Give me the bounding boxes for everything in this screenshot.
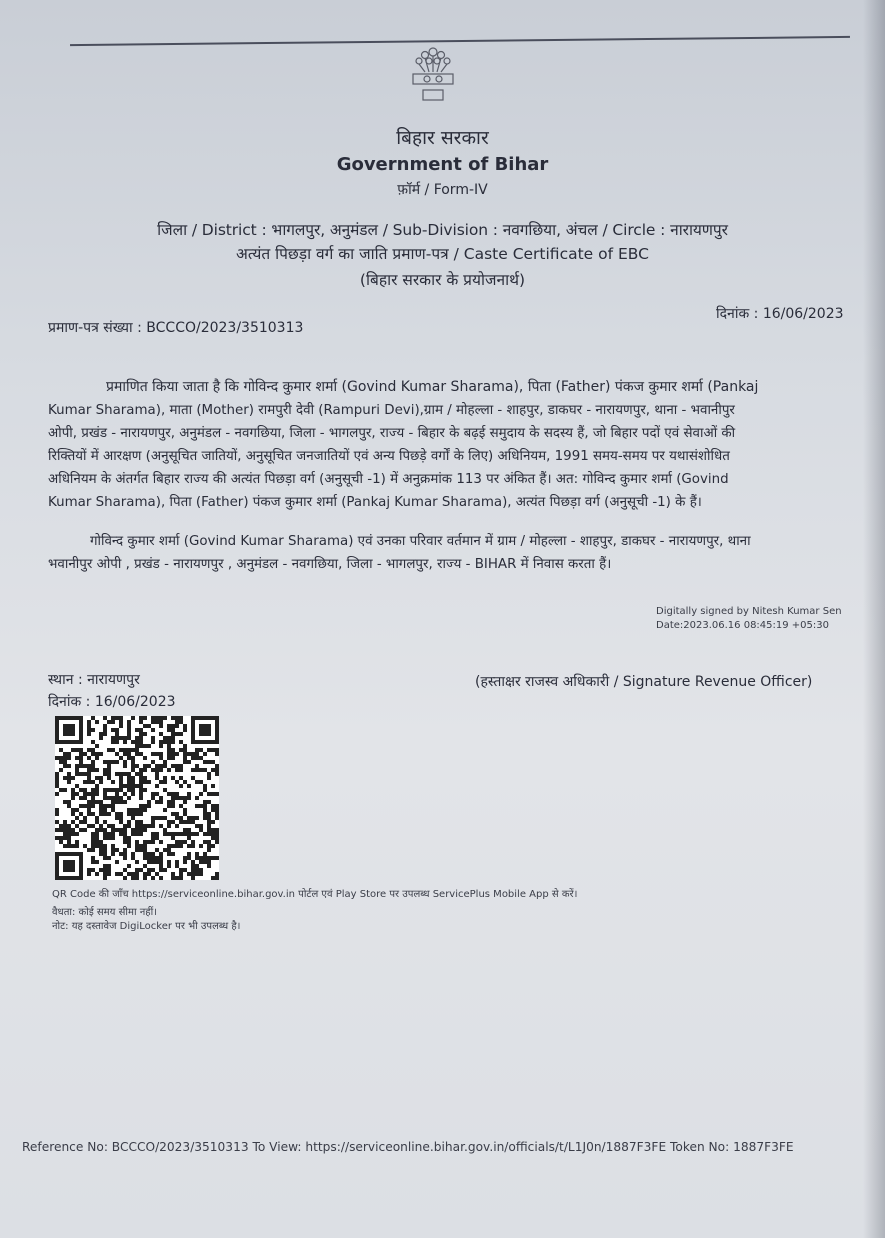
paragraph-line-2: Kumar Sharama), माता (Mother) रामपुरी देवी (Rampuri Devi),ग्राम / मोहल्ला - शाहपुर, डाकघर - नारायणपुर, थाना - भवानीपुर (48, 403, 735, 418)
digilocker-note: नोट: यह दस्तावेज DigiLocker पर भी उपलब्ध है। (52, 921, 241, 932)
paragraph-line-3: ओपी, प्रखंड - नारायणपुर, अनुमंडल - नवगछिया, जिला - भागलपुर, राज्य - बिहार के बढ़ई समुदाय के सदस्य हैं, जो बिहार पदों एवं सेवाओं की (48, 426, 736, 441)
place: स्थान : नारायणपुर (48, 672, 140, 688)
title-hindi: बिहार सरकार (396, 127, 489, 149)
qr-code-icon (55, 716, 219, 880)
place-date: दिनांक : 16/06/2023 (48, 694, 176, 710)
paragraph-line-6: Kumar Sharama), पिता (Father) पंकज कुमार शर्मा (Pankaj Kumar Sharama), अत्यंत पिछड़ा वर्ग (अनुसूची -1) के हैं। (48, 495, 702, 510)
form-number: फ़ॉर्म / Form-IV (397, 182, 488, 198)
residence-line-1: गोविन्द कुमार शर्मा (Govind Kumar Sharama) एवं उनका परिवार वर्तमान में ग्राम / मोहल्ला - शाहपुर, डाकघर - नारायणपुर, थाना (90, 534, 751, 549)
signature-label: (हस्ताक्षर राजस्व अधिकारी / Signature Revenue Officer) (475, 674, 813, 690)
digital-signature-line-1: Digitally signed by Nitesh Kumar Sen (656, 606, 842, 617)
purpose-line: (बिहार सरकार के प्रयोजनार्थ) (359, 271, 526, 289)
certificate-number: प्रमाण-पत्र संख्या : BCCCO/2023/3510313 (48, 320, 304, 336)
district-line: जिला / District : भागलपुर, अनुमंडल / Sub-Division : नवगछिया, अंचल / Circle : नारायणपुर (157, 221, 728, 239)
certificate-date: दिनांक : 16/06/2023 (716, 306, 844, 322)
bihar-emblem-icon (405, 38, 461, 108)
qr-note: QR Code की जाँच https://serviceonline.bihar.gov.in पोर्टल एवं Play Store पर उपलब्ध ServicePlus Mobile App से करें। (52, 889, 578, 900)
paragraph-line-4: रिक्तियों में आरक्षण (अनुसूचित जातियों, अनुसूचित जनजातियों एवं अन्य पिछड़े वर्गों के लिए) अधिनियम, 1991 समय-समय पर यथासंशोधित (48, 449, 730, 464)
residence-line-2: भवानीपुर ओपी , प्रखंड - नारायणपुर , अनुमंडल - नवगछिया, जिला - भागलपुर, राज्य - BIHAR में निवास करता हैं। (48, 557, 612, 572)
qr-code (55, 716, 219, 880)
title-english: Government of Bihar (336, 154, 549, 175)
digital-signature-line-2: Date:2023.06.16 08:45:19 +05:30 (656, 620, 829, 631)
paragraph-line-1: प्रमाणित किया जाता है कि गोविन्द कुमार शर्मा (Govind Kumar Sharama), पिता (Father) पंकज कुमार शर्मा (Pankaj (106, 379, 759, 395)
footer-reference: Reference No: BCCCO/2023/3510313 To View: https://serviceonline.bihar.gov.in/officials/t/L1J0n/1887F3FE Token No: 1887F3FE (22, 1140, 794, 1154)
paragraph-line-5: अधिनियम के अंतर्गत बिहार राज्य की अत्यंत पिछड़ा वर्ग (अनुसूची -1) में अनुक्रमांक 113 पर अंकित हैं। अत: गोविन्द कुमार शर्मा (Govind (48, 472, 729, 487)
certificate-title: अत्यंत पिछड़ा वर्ग का जाति प्रमाण-पत्र / Caste Certificate of EBC (236, 245, 649, 263)
validity-note: वैधता: कोई समय सीमा नहीं। (52, 907, 157, 918)
